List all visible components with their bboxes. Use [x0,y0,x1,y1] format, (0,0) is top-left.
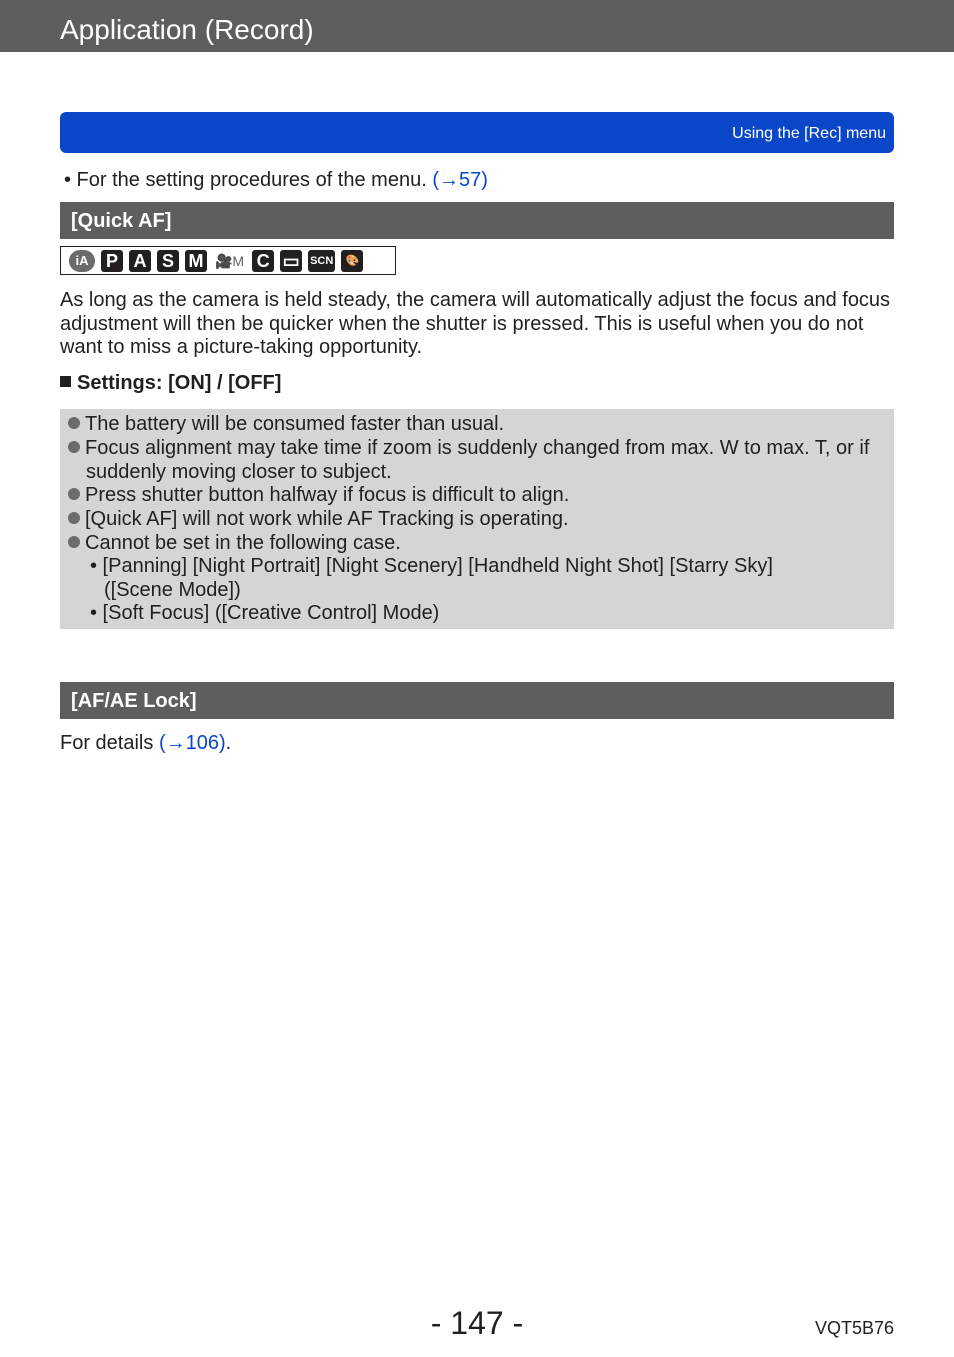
custom-mode-icon: C [252,250,274,272]
settings-text: Settings: [ON] / [OFF] [77,372,282,394]
program-mode-icon: P [101,250,123,272]
section-title: [Quick AF] [71,210,172,232]
menu-bar [60,112,894,153]
intro-link[interactable]: (→57) [432,169,488,191]
bullet-icon [68,512,80,524]
chapter-title: Application (Record) [60,14,314,45]
intelligent-auto-mode-icon: iA [69,250,95,272]
aperture-mode-icon: A [129,250,151,272]
breadcrumb[interactable]: Using the [Rec] menu [732,125,886,142]
details-link[interactable]: (→106) [158,732,226,754]
quick-af-description: As long as the camera is held steady, the camera will automatically adjust the focus and focus adjustment will then be quicker when the shutter is pressed. This is useful when you do not want to miss a picture-taking opportunity. [60,289,891,359]
section-title: [AF/AE Lock] [71,690,197,712]
bullet-icon [68,441,80,453]
settings-line [60,371,281,395]
notes-box [60,409,894,629]
page-number: - 147 - [430,1305,524,1341]
shutter-mode-icon: S [157,250,179,272]
sub-note-item: • [Soft Focus] ([Creative Control] Mode) [90,602,440,624]
note-item: Cannot be set in the following case. [68,532,884,556]
bullet-icon [68,536,80,548]
creative-video-mode-icon: 🎥M [215,252,245,269]
manual-mode-icon: M [185,250,207,272]
sub-note-item: • [Panning] [Night Portrait] [Night Scenery] [Handheld Night Shot] [Starry Sky] ([Scene Mode]) [90,555,773,601]
note-item: Focus alignment may take time if zoom is suddenly changed from max. W to max. T, or if suddenly moving closer to subject. [68,437,886,484]
note-item: The battery will be consumed faster than usual. [68,413,884,437]
document-code: VQT5B76 [814,1318,894,1338]
details-line: For details (→106). [60,732,232,754]
section-header-quick-af [60,202,894,239]
mode-icons [60,246,396,275]
note-item: Press shutter button halfway if focus is difficult to align. [68,484,884,508]
panorama-mode-icon: ▭ [280,250,302,272]
bullet-icon [68,417,80,429]
creative-control-mode-icon: 🎨 [341,250,363,272]
note-item: [Quick AF] will not work while AF Tracking is operating. [68,508,884,532]
square-bullet-icon [60,376,71,387]
section-header-af-ae-lock [60,682,894,719]
details-text: For details [60,732,159,754]
top-bar [0,0,954,52]
intro-text: • For the setting procedures of the menu. [64,169,433,191]
intro-line [64,168,488,192]
scene-mode-icon: SCN [308,250,335,272]
bullet-icon [68,488,80,500]
